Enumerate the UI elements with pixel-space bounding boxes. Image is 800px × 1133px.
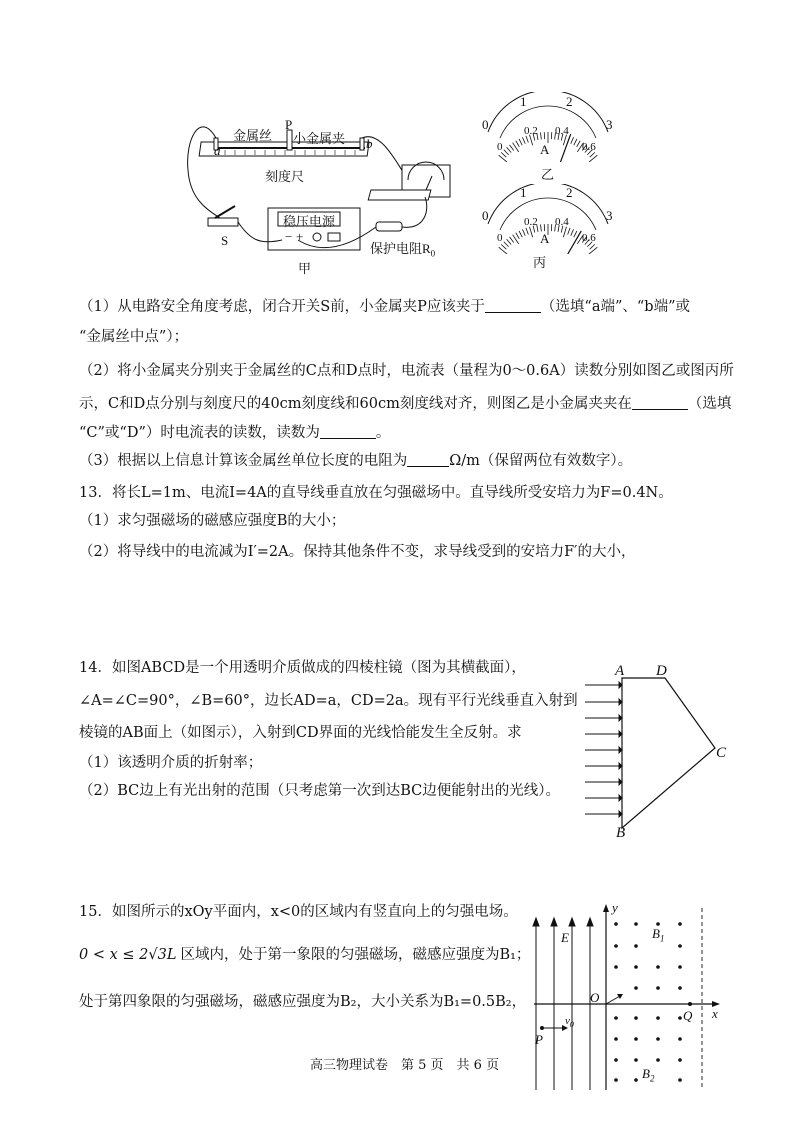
a-end-label: a [214,143,221,158]
meter-bing-caption: 丙 [533,255,547,270]
yi-bot-3: 0.6 [582,141,596,153]
meter-yi-caption: 乙 [541,167,555,182]
q12-part2-line2: 示，C和D点分别与刻度尺的40cm刻度线和60cm刻度线对齐，则图乙是小金属夹夹在 （选填 [79,396,732,412]
page-footer: 高三物理试卷 第 5 页 共 6 页 [310,1058,500,1073]
bing-top-3: 3 [606,208,613,223]
q14-sub1: （1）该透明介质的折射率； [79,755,263,771]
meter-tick [516,141,520,147]
switch-label: S [221,233,229,248]
meter-tick [571,229,574,235]
q12-blank-3[interactable] [320,424,376,439]
figure-jia-caption: 甲 [298,261,312,276]
power-label: 稳压电源 [283,214,336,229]
meter-tick [501,152,506,157]
field-B2-label: $B_2$ [642,1066,655,1084]
meter-tick [574,139,577,145]
field-E-label: E [561,930,569,945]
meter-tick [522,229,525,235]
yi-top-2: 2 [566,94,573,109]
q15-line2: 0 < x ≤ 2√3L 区域内，处于第一象限的匀强磁场，磁感应强度为B₁； [79,947,531,963]
q13-stem: 13．将长L=1m、电流I=4A的直导线垂直放在匀强磁场中。直导线所受安培力为F=0.4N。 [79,485,673,501]
prism-label-D: D [656,663,667,679]
meter-tick [574,231,577,237]
yi-bot-1: 0.2 [524,125,538,137]
meter-tick [589,247,597,254]
q12-part1-line1: （1）从电路安全角度考虑，闭合开关S前，小金属夹P应该夹于 （选填“a端”、“b端”或 [79,299,690,315]
field-figure [520,900,730,1095]
axis-x-label: x [712,1006,718,1021]
q14-line1: 14．如图ABCD是一个用透明介质做成的四棱柱镜（图为其横截面）， [79,660,526,676]
plus-terminal: + [296,229,304,244]
meter-tick [589,155,597,162]
q14-line2: ∠A=∠C=90°，∠B=60°，边长AD=a，CD=2a。现有平行光线垂直入射到 [79,693,578,709]
meter-tick [568,228,570,235]
q13-sub2: （2）将导线中的电流减为I′=2A。保持其他条件不变，求导线受到的安培力F′的大小， [79,544,636,560]
meter-tick [590,244,595,249]
meter-tick [526,228,528,235]
q13-sub1: （1）求匀强磁场的磁感应强度B的大小； [79,513,346,529]
wire-label: 金属丝 [233,128,273,143]
yi-top-3: 3 [606,117,613,132]
prism-figure [575,660,735,840]
bing-bot-1: 0.2 [524,216,538,228]
point-Q-label: Q [683,1008,693,1023]
meter-tick [510,237,514,243]
bing-unit: A [540,231,550,246]
bing-top-1: 1 [520,185,527,200]
q12-part1-line2: “金属丝中点”）； [79,329,189,345]
meter-tick [541,132,542,139]
ruler-label: 刻度尺 [265,169,305,184]
prism-label-C: C [716,745,727,761]
meter-tick [507,239,512,244]
minus-terminal: − [285,229,293,244]
meter-tick [590,152,595,157]
q12-blank-1[interactable] [485,298,541,313]
meter-tick [571,137,574,143]
v0-label: $v_0$ [565,1015,574,1030]
yi-bot-2: 0.4 [555,125,569,137]
origin-label: O [590,990,600,1005]
q12-part2-line3: “C”或“D”）时电流表的读数，读数为 。 [79,425,391,441]
q14-sub2: （2）BC边上有光出射的范围（只考虑第一次到达BC边便能射出的光线）。 [79,783,561,799]
q12-blank-2[interactable] [632,395,688,410]
p-label: P [285,117,293,132]
q12-part3: （3）根据以上信息计算该金属丝单位长度的电阻为 Ω/m（保留两位有效数字）。 [79,453,633,469]
bing-bot-0: 0 [497,232,503,244]
meter-tick [507,147,512,152]
q12-part2-line1: （2）将小金属夹分别夹于金属丝的C点和D点时，电流表（量程为0～0.6A）读数分别如图乙或图丙所 [79,363,734,379]
meter-tick [501,244,506,249]
bing-bot-3: 0.6 [582,232,596,244]
clip-label: 小金属夹 [293,131,346,146]
q15-line3: 处于第四象限的匀强磁场，磁感应强度为B₂，大小关系为B₁=0.5B₂， [79,994,527,1010]
meter-tick [504,242,509,247]
meter-tick [519,139,522,145]
prism-label-B: B [616,825,626,841]
q15-line1: 15．如图所示的xOy平面内，x<0的区域内有竖直向上的匀强电场。 [79,904,518,920]
meter-tick [522,137,525,143]
bing-top-0: 0 [482,208,489,223]
meter-tick [499,155,507,162]
bing-top-2: 2 [566,185,573,200]
yi-top-0: 0 [482,117,489,132]
meter-tick [516,233,520,239]
axis-y-label: y [612,900,618,915]
resistor-label: 保护电阻$R_0$ [370,241,436,259]
meter-tick [563,227,566,238]
yi-unit: A [540,142,550,157]
q12-blank-4[interactable] [407,452,449,467]
bing-bot-2: 0.4 [555,216,569,228]
meter-tick [510,145,514,151]
yi-top-1: 1 [520,94,527,109]
point-P-label: P [535,1032,543,1047]
meter-tick [519,231,522,237]
meter-tick [499,247,507,254]
meter-tick [577,141,581,147]
q14-line3: 棱镜的AB面上（如图示），入射到CD界面的光线恰能发生全反射。求 [79,725,522,741]
field-B1-label: $B_1$ [652,926,665,944]
yi-bot-0: 0 [497,141,503,153]
meter-tick [530,227,533,238]
b-end-label: b [366,136,373,151]
meter-tick [504,150,509,155]
prism-label-A: A [615,663,625,679]
